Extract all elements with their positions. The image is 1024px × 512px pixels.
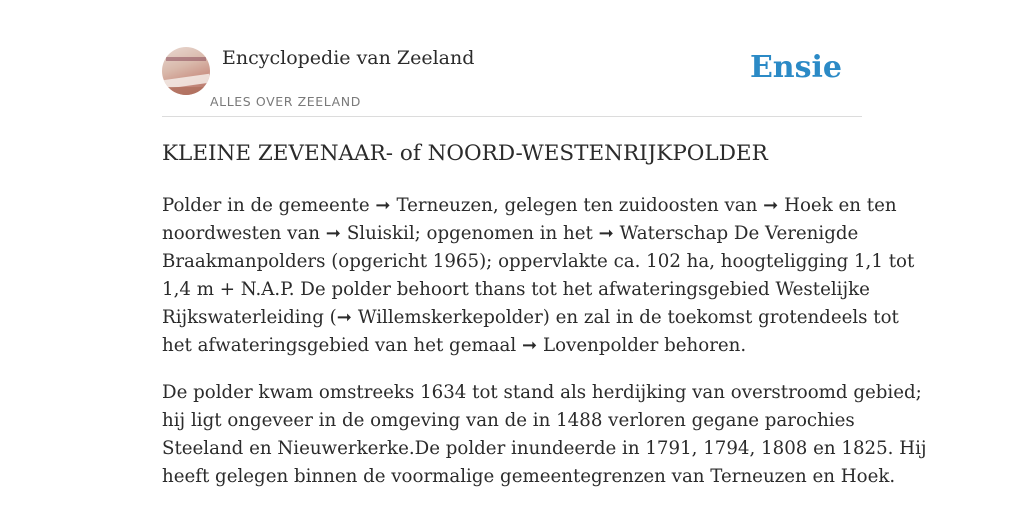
arrow-right-icon: ➞ [325, 223, 342, 244]
paragraph-line: Braakmanpolders (opgericht 1965); oppervlakte ca. 102 ha, hoogteligging 1,1 tot [162, 251, 915, 272]
paragraph-line [162, 304, 899, 332]
paragraph-line: 1,4 m + N.A.P. De polder behoort thans tot het afwateringsgebied Westelijke [162, 279, 870, 300]
paragraph-line: heeft gelegen binnen de voormalige gemeentegrenzen van Terneuzen en Hoek. [162, 466, 896, 487]
text-segment: noordwesten van [162, 223, 326, 244]
text-segment: en ten [832, 195, 897, 216]
text-segment: het afwateringsgebied van het gemaal [162, 335, 522, 356]
site-name[interactable]: Encyclopedie van Zeeland [222, 47, 475, 69]
text-segment: Rijkswaterleiding ( [162, 307, 337, 328]
paragraph-line [162, 192, 897, 220]
paragraph-line [162, 220, 866, 248]
text-segment: ) en zal in de toekomst grotendeels tot [542, 307, 899, 328]
article-title: KLEINE ZEVENAAR- of NOORD-WESTENRIJKPOLDER [162, 141, 768, 166]
link-terneuzen[interactable]: Terneuzen [396, 195, 493, 216]
text-segment: behoren. [658, 335, 747, 356]
site-logo-avatar[interactable] [162, 47, 210, 95]
arrow-right-icon: ➞ [598, 223, 614, 244]
arrow-right-icon: ➞ [763, 195, 779, 216]
article-paragraph-2 [162, 379, 927, 491]
link-waterschap[interactable]: Waterschap De Verenigde [619, 223, 859, 244]
link-hoek[interactable]: Hoek [784, 195, 833, 216]
article-paragraph-1 [162, 192, 915, 360]
paragraph-line: Steeland en Nieuwerkerke.De polder inundeerde in 1791, 1794, 1808 en 1825. Hij [162, 438, 927, 459]
arrow-right-icon: ➞ [375, 195, 391, 216]
link-sluiskil[interactable]: Sluiskil [346, 223, 415, 244]
text-segment: , gelegen ten zuidoosten van [492, 195, 764, 216]
paragraph-line: De polder kwam omstreeks 1634 tot stand als herdijking van overstroomd gebied; [162, 382, 922, 403]
paragraph-line [162, 332, 866, 360]
arrow-right-icon: ➞ [336, 307, 353, 328]
text-segment: Polder in de gemeente [162, 195, 376, 216]
link-willemskerkepolder[interactable]: Willemskerkepolder [357, 307, 543, 328]
link-lovenpolder[interactable]: Lovenpolder [543, 335, 659, 356]
brand-logo[interactable]: Ensie [749, 50, 842, 85]
site-tagline: ALLES OVER ZEELAND [210, 94, 361, 109]
paragraph-line: hij ligt ongeveer in de omgeving van de in 1488 verloren gegane parochies [162, 410, 855, 431]
text-segment: ; opgenomen in het [414, 223, 599, 244]
arrow-right-icon: ➞ [522, 335, 538, 356]
site-header [162, 44, 862, 117]
